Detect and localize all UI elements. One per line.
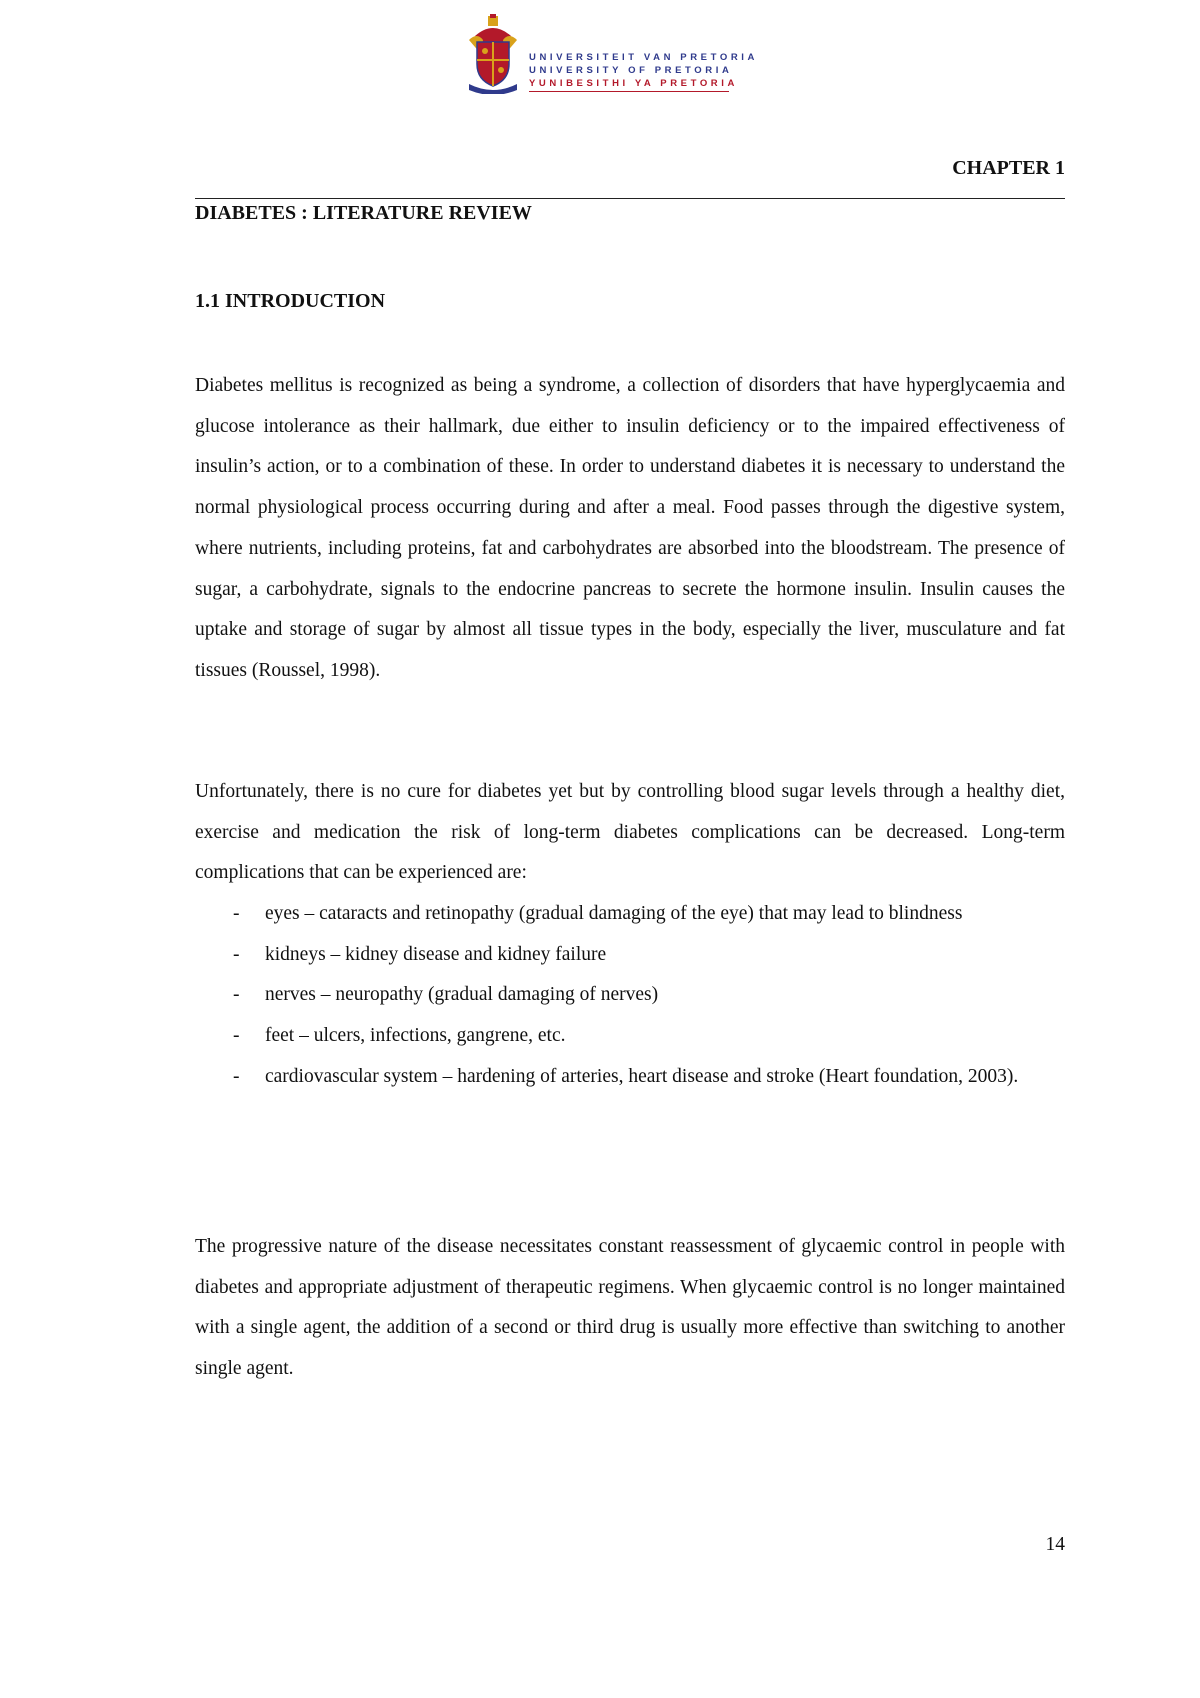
list-item-text: kidneys – kidney disease and kidney failure (265, 943, 607, 965)
list-bullet: - (233, 943, 240, 965)
complications-list (195, 894, 1065, 1098)
list-item-text: cardiovascular system – hardening of arteries, heart disease and stroke (Heart foundation, 2003). (265, 1065, 1019, 1087)
university-name-afrikaans: UNIVERSITEIT VAN PRETORIA (529, 52, 758, 63)
list-bullet: - (233, 903, 240, 924)
paragraph-progressive: The progressive nature of the disease necessitates constant reassessment of glycaemic control in people with diabetes and appropriate adjustment of therapeutic regimens. When glycaemic control is no longer maintained with a single agent, the addition of a second or third drug is usually more effective than switching to another single agent. (195, 1236, 1065, 1380)
list-item-text: nerves – neuropathy (gradual damaging of nerves) (265, 984, 659, 1006)
list-item (195, 1057, 1065, 1098)
chapter-title: DIABETES : LITERATURE REVIEW (195, 202, 532, 224)
university-crest-icon (463, 14, 523, 94)
list-item (195, 975, 1065, 1016)
list-item (195, 935, 1065, 976)
chapter-divider (195, 198, 1065, 199)
university-names (529, 51, 758, 92)
list-item-text: feet – ulcers, infections, gangrene, etc. (265, 1025, 566, 1047)
paragraph-complications-intro: Unfortunately, there is no cure for diabetes yet but by controlling blood sugar levels through a healthy diet, exercise and medication the risk of long-term diabetes complications can be decreased. Long-term complications that can be experienced are: (195, 781, 1065, 884)
paragraph-intro: Diabetes mellitus is recognized as being a syndrome, a collection of disorders that have hyperglycaemia and glucose intolerance as their hallmark, due either to insulin deficiency or to the impaired effectiveness of insulin’s action, or to a combination of these. In order to understand diabetes it is necessary to understand the normal physiological process occurring during and after a meal. Food passes through the digestive system, where nutrients, including proteins, fat and carbohydrates are absorbed into the bloodstream. The presence of sugar, a carbohydrate, signals to the endocrine pancreas to secrete the hormone insulin. Insulin causes the uptake and storage of sugar by almost all tissue types in the body, especially the liver, musculature and fat tissues (Roussel, 1998). (195, 375, 1065, 681)
page-number: 14 (1045, 1534, 1065, 1555)
list-bullet: - (233, 984, 240, 1006)
section-heading: 1.1 INTRODUCTION (195, 290, 386, 312)
header-underline (529, 91, 729, 92)
page-header (463, 14, 793, 104)
list-item (195, 1016, 1065, 1057)
list-item-text: eyes – cataracts and retinopathy (gradual damaging of the eye) that may lead to blindness (265, 903, 963, 924)
list-item (195, 894, 1065, 935)
university-name-english: UNIVERSITY OF PRETORIA (529, 65, 733, 76)
list-bullet: - (233, 1065, 240, 1087)
list-bullet: - (233, 1025, 240, 1047)
university-name-sepedi: YUNIBESITHI YA PRETORIA (529, 78, 738, 89)
chapter-label: CHAPTER 1 (952, 157, 1065, 179)
